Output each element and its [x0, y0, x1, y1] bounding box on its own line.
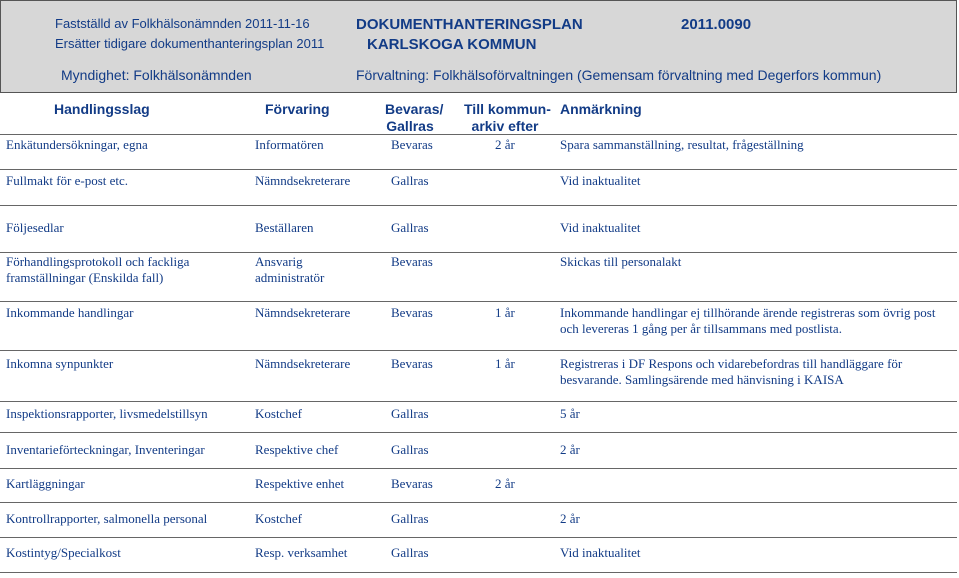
table-row — [0, 137, 957, 170]
document-title: DOKUMENTHANTERINGSPLAN — [356, 16, 583, 33]
cell-anmarkning: Vid inaktualitet — [560, 173, 641, 188]
table-row — [0, 406, 957, 433]
ersätter-text: Ersätter tidigare dokumenthanteringsplan 2011 — [55, 36, 325, 51]
cell-bevaras: Gallras — [391, 406, 429, 421]
cell-anmarkning: Vid inaktualitet — [560, 220, 641, 235]
cell-forvaring: Kostchef — [255, 511, 302, 526]
cell-bevaras: Bevaras — [391, 356, 433, 371]
cell-till-arkiv: 2 år — [495, 476, 515, 491]
table-row — [0, 173, 957, 206]
cell-till-arkiv: 2 år — [560, 511, 580, 526]
document-number: 2011.0090 — [681, 16, 752, 33]
cell-handlingsslag: Inkommande handlingar — [6, 305, 134, 320]
myndighet-text: Myndighet: Folkhälsonämnden — [61, 67, 252, 83]
table-row — [0, 254, 957, 302]
cell-till-arkiv: 2 år — [560, 442, 580, 457]
cell-bevaras: Gallras — [391, 511, 429, 526]
cell-forvaring: Respektive chef — [255, 442, 339, 457]
cell-handlingsslag: Kostintyg/Specialkost — [6, 545, 121, 560]
cell-forvaring: Resp. verksamhet — [255, 545, 348, 560]
cell-handlingsslag: Kartläggningar — [6, 476, 85, 491]
column-header-till-line1: Till kommun- — [464, 101, 551, 117]
column-header-bevaras-line1: Bevaras/ — [385, 101, 444, 117]
table-row — [0, 356, 957, 402]
column-header-forvaring: Förvaring — [265, 101, 330, 117]
cell-handlingsslag: Inspektionsrapporter, livsmedelstillsyn — [6, 406, 208, 421]
cell-handlingsslag: Inkomna synpunkter — [6, 356, 114, 371]
cell-handlingsslag: Inventarieförteckningar, Inventeringar — [6, 442, 205, 457]
cell-handlingsslag: Fullmakt för e-post etc. — [6, 173, 129, 188]
cell-bevaras: Gallras — [391, 442, 429, 457]
cell-forvaring: Nämndsekreterare — [255, 356, 351, 371]
column-header-bevaras-gallras — [385, 101, 444, 135]
table-row — [0, 545, 957, 573]
cell-forvaring: Beställaren — [255, 220, 314, 235]
cell-bevaras: Bevaras — [391, 476, 433, 491]
cell-bevaras: Gallras — [391, 220, 429, 235]
cell-till-arkiv: 1 år — [495, 305, 515, 320]
cell-forvaring: Respektive enhet — [255, 476, 345, 491]
cell-handlingsslag: Förhandlingsprotokoll och fackliga framställningar (Enskilda fall) — [6, 254, 190, 285]
cell-forvaring: Kostchef — [255, 406, 302, 421]
cell-bevaras: Bevaras — [391, 137, 433, 152]
table-row — [0, 511, 957, 538]
cell-bevaras: Gallras — [391, 545, 429, 560]
column-header-till-line2: arkiv efter — [471, 118, 539, 134]
cell-bevaras: Gallras — [391, 173, 429, 188]
cell-anmarkning: Spara sammanställning, resultat, frågeställning — [560, 137, 804, 152]
cell-forvaring: Informatören — [255, 137, 324, 152]
table-row — [0, 220, 957, 253]
cell-till-arkiv: 2 år — [495, 137, 515, 152]
column-header-handlingsslag: Handlingsslag — [54, 101, 150, 117]
cell-anmarkning: Inkommande handlingar ej tillhörande ärende registreras som övrig post och levereras 1 gång per år tillsammans med postlista. — [560, 305, 936, 336]
cell-bevaras: Bevaras — [391, 305, 433, 320]
document-header — [0, 0, 957, 93]
table-top-rule — [0, 134, 957, 135]
table-row — [0, 442, 957, 469]
cell-forvaring: Ansvarig administratör — [255, 254, 325, 285]
column-header-bevaras-line2: Gallras — [386, 118, 434, 134]
cell-anmarkning: Skickas till personalakt — [560, 254, 682, 269]
column-header-till-kommunarkiv — [464, 101, 551, 135]
cell-handlingsslag: Enkätundersökningar, egna — [6, 137, 148, 152]
cell-forvaring: Nämndsekreterare — [255, 173, 351, 188]
cell-till-arkiv: 5 år — [560, 406, 580, 421]
cell-till-arkiv: 1 år — [495, 356, 515, 371]
cell-bevaras: Bevaras — [391, 254, 433, 269]
cell-anmarkning: Vid inaktualitet — [560, 545, 641, 560]
fastställd-text: Fastställd av Folkhälsonämnden 2011-11-16 — [55, 16, 310, 31]
cell-forvaring: Nämndsekreterare — [255, 305, 351, 320]
cell-handlingsslag: Följesedlar — [6, 220, 64, 235]
forvaltning-text: Förvaltning: Folkhälsoförvaltningen (Gemensam förvaltning med Degerfors kommun) — [356, 67, 882, 83]
cell-handlingsslag: Kontrollrapporter, salmonella personal — [6, 511, 208, 526]
table-row — [0, 305, 957, 351]
cell-anmarkning: Registreras i DF Respons och vidarebefordras till handläggare för besvarande. Samlingsärende med hänvisning i KAISA — [560, 356, 903, 387]
kommun-name: KARLSKOGA KOMMUN — [367, 36, 537, 53]
column-header-anmarkning: Anmärkning — [560, 101, 642, 117]
table-row — [0, 476, 957, 503]
